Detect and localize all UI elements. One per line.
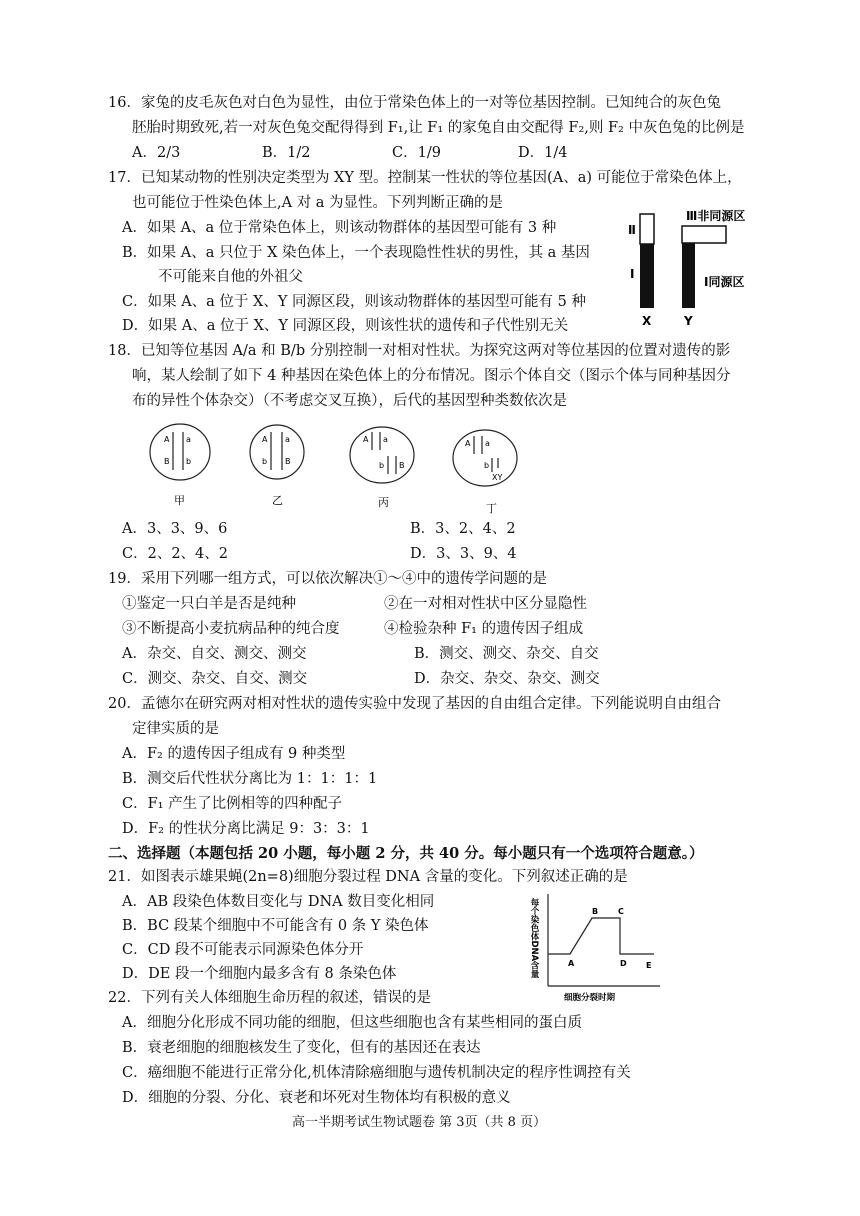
q20-stem-line1: 20．孟德尔在研究两对相对性状的遗传实验中发现了基因的自由组合定律。下列能说明自由组合: [108, 696, 721, 712]
q18-option-c: C．2、2、4、2: [122, 546, 228, 562]
cell-label-jia: 甲: [174, 494, 185, 507]
dna-content-chart: [520, 888, 670, 1004]
chart-ylabel: 每个染色体DNA含量: [529, 898, 539, 979]
point-a: A: [568, 959, 575, 968]
q17-option-b-line1: B．如果 A、a 只位于 X 染色体上，一个表现隐性性状的男性，其 a 基因: [122, 245, 590, 261]
cell-bing: [350, 427, 414, 509]
q17-option-c: C．如果 A、a 位于 X、Y 同源区段，则该动物群体的基因型可能有 5 种: [122, 294, 586, 310]
svg-text:A: A: [164, 435, 170, 444]
q18-stem-line2: 响，某人绘制了如下 4 种基因在染色体上的分布情况。图示个体自交（图示个体与同种基因分: [132, 368, 731, 384]
label-region-ii: Ⅱ: [628, 223, 636, 237]
label-region-i: Ⅰ: [630, 267, 635, 281]
q17-option-b-line2: 不可能来自他的外祖父: [158, 269, 303, 285]
q20-option-a: A．F₂ 的遗传因子组成有 9 种类型: [122, 746, 346, 762]
q19-item-3: ③不断提高小麦抗病品种的纯合度: [122, 621, 340, 637]
svg-text:a: a: [186, 435, 191, 444]
q21-option-b: B．BC 段某个细胞中不可能含有 0 条 Y 染色体: [122, 918, 429, 934]
cell-ding: [453, 430, 517, 515]
cell-ding-xy: XY: [492, 473, 503, 482]
q22-option-b: B．衰老细胞的细胞核发生了变化，但有的基因还在表达: [122, 1040, 481, 1056]
q20-option-c: C．F₁ 产生了比例相等的四种配子: [122, 796, 343, 812]
q18-option-d: D．3、3、9、4: [410, 546, 517, 562]
q16-option-d: D．1/4: [518, 145, 568, 161]
q19-stem: 19．采用下列哪一组方式，可以依次解决①～④中的遗传学问题的是: [108, 571, 547, 587]
svg-text:a: a: [285, 435, 290, 444]
cell-label-yi: 乙: [272, 494, 283, 507]
q19-item-1: ①鉴定一只白羊是否是纯种: [122, 596, 296, 612]
q19-option-d: D．杂交、杂交、杂交、测交: [414, 671, 600, 687]
q17-option-a: A．如果 A、a 位于常染色体上，则该动物群体的基因型可能有 3 种: [122, 220, 557, 236]
dna-content-line: [548, 918, 654, 954]
svg-text:A: A: [262, 435, 268, 444]
section-2-header: 二、选择题（本题包括 20 小题，每小题 2 分，共 40 分。每小题只有一个选项符合题意。）: [108, 845, 704, 862]
svg-text:B: B: [399, 461, 405, 470]
q19-option-a: A．杂交、自交、测交、测交: [122, 646, 307, 662]
q17-option-d: D．如果 A、a 位于 X、Y 同源区段，则该性状的遗传和子代性别无关: [122, 318, 569, 334]
y-chromosome-homologous: [682, 243, 695, 308]
svg-text:a: a: [485, 439, 490, 448]
label-region-i-homologous: Ⅰ同源区: [704, 275, 745, 289]
q18-option-b: B．3、2、4、2: [410, 521, 516, 537]
q19-item-4: ④检验杂种 F₁ 的遗传因子组成: [384, 621, 584, 637]
svg-text:b: b: [379, 461, 385, 470]
svg-text:a: a: [383, 435, 388, 444]
point-d: D: [620, 959, 627, 968]
cell-label-bing: 丙: [378, 496, 389, 509]
q22-option-c: C．癌细胞不能进行正常分化,机体清除癌细胞与遗传机制决定的程序性调控有关: [122, 1065, 631, 1081]
chart-xlabel: 细胞分裂时期: [564, 993, 616, 1003]
svg-text:b: b: [262, 457, 268, 466]
q16-option-a: A．2/3: [132, 145, 181, 161]
y-chromosome-nonhomologous: [682, 226, 726, 243]
svg-text:A: A: [465, 439, 471, 448]
svg-text:b: b: [484, 461, 490, 470]
svg-text:A: A: [363, 435, 369, 444]
x-chromosome-homologous: [640, 244, 654, 308]
q16-option-c: C．1/9: [392, 145, 441, 161]
x-chromosome-nonhomologous: [640, 214, 654, 244]
q21-option-a: A．AB 段染色体数目变化与 DNA 数目变化相同: [122, 894, 435, 910]
page-footer: 高一半期考试生物试题卷 第 3页（共 8 页）: [292, 1115, 547, 1130]
q19-option-c: C．测交、杂交、自交、测交: [122, 671, 308, 687]
q21-option-c: C．CD 段不可能表示同源染色体分开: [122, 942, 364, 958]
xy-chromosome-figure: [616, 204, 766, 330]
q18-option-a: A．3、3、9、6: [122, 521, 228, 537]
q16-option-b: B．1/2: [262, 145, 311, 161]
q20-option-b: B．测交后代性状分离比为 1：1：1：1: [122, 771, 378, 787]
cell-yi: [250, 425, 304, 507]
q18-stem-line1: 18．已知等位基因 A/a 和 B/b 分别控制一对相对性状。为探究这两对等位基因的位置对遗传的影: [108, 343, 731, 359]
svg-text:b: b: [186, 457, 192, 466]
point-e: E: [646, 961, 652, 970]
gene-distribution-figure: [140, 420, 540, 520]
q21-stem: 21．如图表示雄果蝇(2n=8)细胞分裂过程 DNA 含量的变化。下列叙述正确的是: [108, 869, 628, 885]
cell-jia: [150, 424, 210, 507]
point-c: C: [618, 907, 624, 916]
q20-option-d: D．F₂ 的性状分离比满足 9：3：3：1: [122, 821, 370, 837]
label-y: Y: [684, 314, 693, 328]
svg-text:B: B: [285, 457, 291, 466]
q18-stem-line3: 布的异性个体杂交）（不考虑交叉互换），后代的基因型种类数依次是: [132, 393, 567, 409]
q16-stem-line1: 16．家兔的皮毛灰色对白色为显性，由位于常染色体上的一对等位基因控制。已知纯合的灰色兔: [108, 95, 721, 111]
q19-item-2: ②在一对相对性状中区分显隐性: [384, 596, 587, 612]
label-x: X: [642, 314, 652, 328]
q17-stem-line1: 17．已知某动物的性别决定类型为 XY 型。控制某一性状的等位基因(A、a) 可能位于常染色体上，: [108, 170, 742, 186]
q21-option-d: D．DE 段一个细胞内最多含有 8 条染色体: [122, 966, 397, 982]
q19-option-b: B．测交、测交、杂交、自交: [414, 646, 599, 662]
q22-option-a: A．细胞分化形成不同功能的细胞，但这些细胞也含有某些相同的蛋白质: [122, 1015, 582, 1031]
cell-label-ding: 丁: [486, 502, 497, 515]
q22-option-d: D．细胞的分裂、分化、衰老和坏死对生物体均有积极的意义: [122, 1090, 511, 1106]
label-region-iii: Ⅲ非同源区: [686, 209, 746, 223]
point-b: B: [592, 907, 599, 916]
q22-stem: 22．下列有关人体细胞生命历程的叙述，错误的是: [108, 990, 431, 1006]
q17-stem-line2: 也可能位于性染色体上,A 对 a 为显性。下列判断正确的是: [132, 195, 504, 211]
q20-stem-line2: 定律实质的是: [132, 721, 219, 737]
svg-text:B: B: [164, 457, 170, 466]
q16-stem-line2: 胚胎时期致死,若一对灰色兔交配得得到 F₁,让 F₁ 的家兔自由交配得 F₂,则 F₂ 中灰色兔的比例是: [132, 120, 745, 136]
